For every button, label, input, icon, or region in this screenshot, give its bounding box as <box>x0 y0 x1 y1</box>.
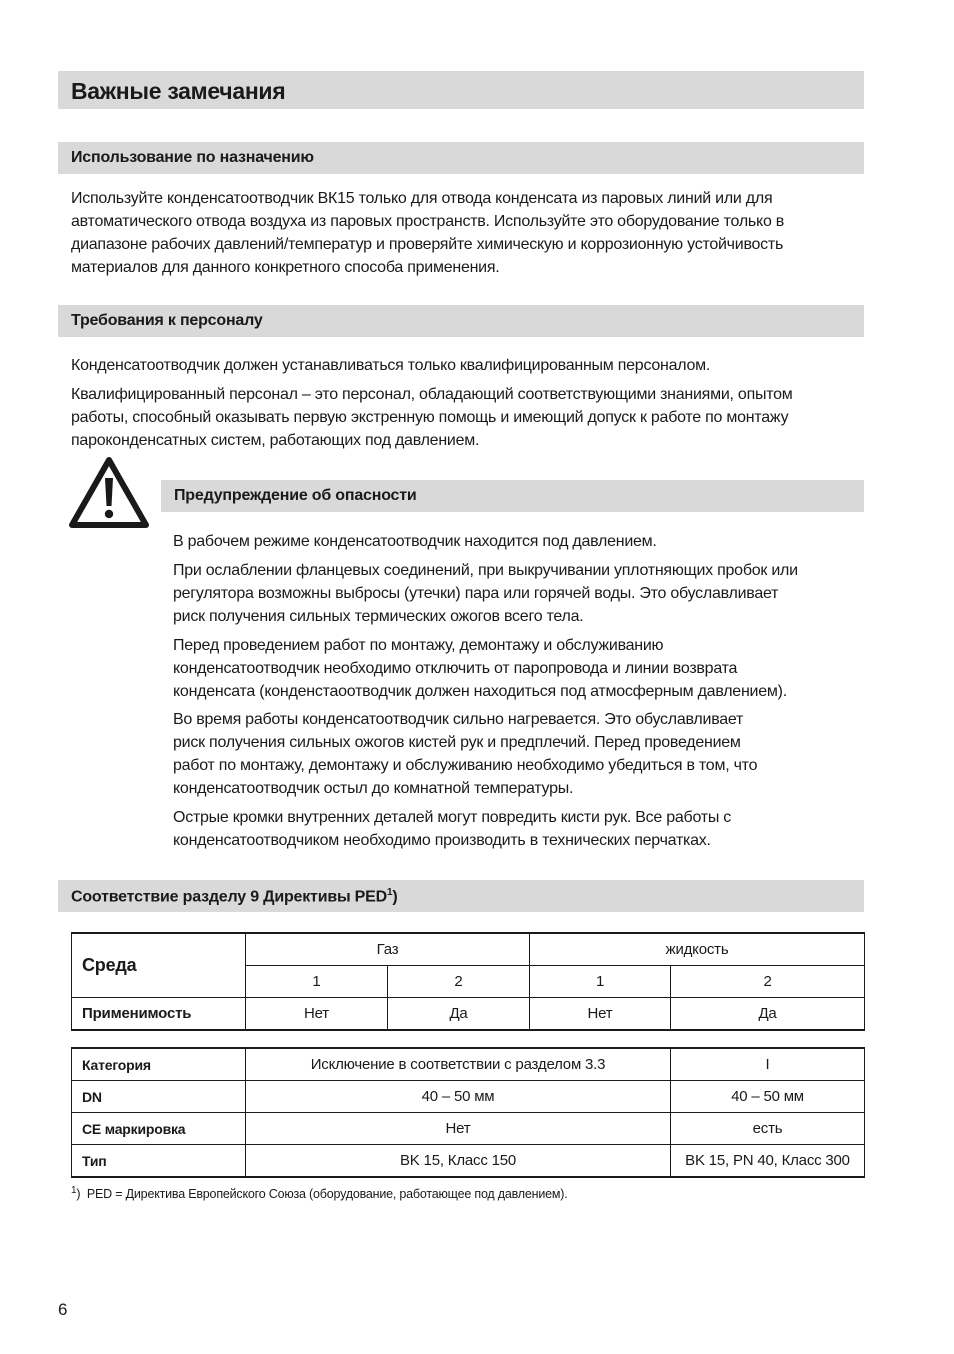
text-line: Во время работы конденсатоотводчик сильно нагревается. Это обуславливает <box>173 711 744 728</box>
footnote <box>71 1185 568 1201</box>
row-label: Тип <box>72 1145 246 1178</box>
text-line: Острые кромки внутренних деталей могут повредить кисти рук. Все работы с <box>173 809 732 826</box>
page-number: 6 <box>58 1300 68 1319</box>
footnote-mark: 1 <box>71 1185 77 1196</box>
ped-heading-text: Соответствие разделу 9 Директивы PED <box>71 888 387 906</box>
group-cell: 1 <box>246 966 388 998</box>
table-cell: Нет <box>530 998 671 1031</box>
text-line: риск получения сильных ожогов кистей рук и предплечий. Перед проведением <box>173 734 741 751</box>
page-title: Важные замечания <box>71 78 286 104</box>
table-cell: Да <box>388 998 530 1031</box>
text-line: автоматического отвода воздуха из паровых пространств. Используйте это оборудование только в <box>71 213 785 230</box>
medium-table <box>71 932 865 1031</box>
text-line: Квалифицированный персонал – это персонал, обладающий соответствующими знаниями, опытом <box>71 386 793 403</box>
table-cell: BK 15, Класс 150 <box>246 1145 671 1178</box>
warning-paragraph-4 <box>173 708 863 800</box>
table-cell: есть <box>671 1113 865 1145</box>
text-line: материалов для данного конкретного способа применения. <box>71 259 500 276</box>
text-line: риск получения сильных термических ожогов всего тела. <box>173 608 584 625</box>
table-row <box>72 1081 865 1113</box>
personnel-paragraph-2 <box>71 383 861 452</box>
text-line: конденсата (конденстаоотводчик должен находиться под атмосферным давлением). <box>173 683 787 700</box>
gas-header: Газ <box>246 933 530 966</box>
section-heading <box>71 887 398 906</box>
table-cell: 40 – 50 мм <box>671 1081 865 1113</box>
warning-paragraph-2 <box>173 559 863 628</box>
liquid-header: жидкость <box>530 933 865 966</box>
text-line: конденсатоотводчиком необходимо производить в технических перчатках. <box>173 832 711 849</box>
medium-label: Среда <box>72 933 246 998</box>
footnote-mark: 1 <box>386 887 393 898</box>
table-row <box>72 1113 865 1145</box>
text-line: регулятора возможны выбросы (утечки) пара или горячей воды. Это обуславливает <box>173 585 779 602</box>
table-cell: Исключение в соответствии с разделом 3.3 <box>246 1048 671 1081</box>
section-heading: Требования к персоналу <box>71 312 263 329</box>
text-line: Перед проведением работ по монтажу, демонтажу и обслуживанию <box>173 637 664 654</box>
text-line: диапазоне рабочих давлений/температур и проверяйте химическую и коррозионную устойчивость <box>71 236 784 253</box>
text-line: Используйте конденсатоотводчик ВК15 только для отвода конденсата из паровых линий или для <box>71 190 773 207</box>
text-line: Конденсатоотводчик должен устанавливаться только квалифицированным персоналом. <box>71 357 711 374</box>
table-cell: BK 15, PN 40, Класс 300 <box>671 1145 865 1178</box>
section-header-warning <box>161 480 864 512</box>
group-cell: 2 <box>388 966 530 998</box>
personnel-paragraph-1 <box>71 354 861 377</box>
table-row <box>72 933 865 966</box>
text-line: работы, способный оказывать первую экстренную помощь и имеющий допуск к работе по монтажу <box>71 409 789 426</box>
footnote-mark-suffix: ) <box>76 1187 81 1202</box>
table-cell: Да <box>671 998 865 1031</box>
row-label: CE маркировка <box>72 1113 246 1145</box>
warning-paragraph-1 <box>173 530 863 553</box>
table-cell: Нет <box>246 1113 671 1145</box>
row-label: Категория <box>72 1048 246 1081</box>
text-line: пароконденсатных систем, работающих под давлением. <box>71 432 480 449</box>
text-line: В рабочем режиме конденсатоотводчик находится под давлением. <box>173 533 657 550</box>
section-header-personnel <box>58 305 864 337</box>
text-line: работ по монтажу, демонтажу и обслуживанию необходимо убедиться в том, что <box>173 757 758 774</box>
group-cell: 1 <box>530 966 671 998</box>
warning-triangle-icon <box>68 456 150 530</box>
intended-use-paragraph <box>71 187 861 279</box>
footnote-text: PED = Директива Европейского Союза (оборудование, работающее под давлением). <box>86 1187 568 1202</box>
text-line: конденсатоотводчик необходимо отключить от паропровода и линии возврата <box>173 660 738 677</box>
table-cell: I <box>671 1048 865 1081</box>
footnote-mark-suffix: ) <box>392 888 398 906</box>
section-header-ped <box>58 880 864 912</box>
table-row <box>72 1048 865 1081</box>
text-line: При ослаблении фланцевых соединений, при выкручивании уплотняющих пробок или <box>173 562 798 579</box>
table-cell: Нет <box>246 998 388 1031</box>
warning-paragraph-3 <box>173 634 863 703</box>
table-row <box>72 1145 865 1178</box>
section-heading: Предупреждение об опасности <box>174 487 417 504</box>
warning-paragraph-5 <box>173 806 863 852</box>
section-header-intended-use <box>58 142 864 174</box>
title-bar <box>58 71 864 109</box>
group-cell: 2 <box>671 966 865 998</box>
text-line: конденсатоотводчик остыл до комнатной температуры. <box>173 780 574 797</box>
row-label: DN <box>72 1081 246 1113</box>
table-cell: 40 – 50 мм <box>246 1081 671 1113</box>
applicability-label: Применимость <box>72 998 246 1031</box>
category-table <box>71 1047 865 1178</box>
section-heading: Использование по назначению <box>71 149 314 166</box>
table-row <box>72 998 865 1031</box>
